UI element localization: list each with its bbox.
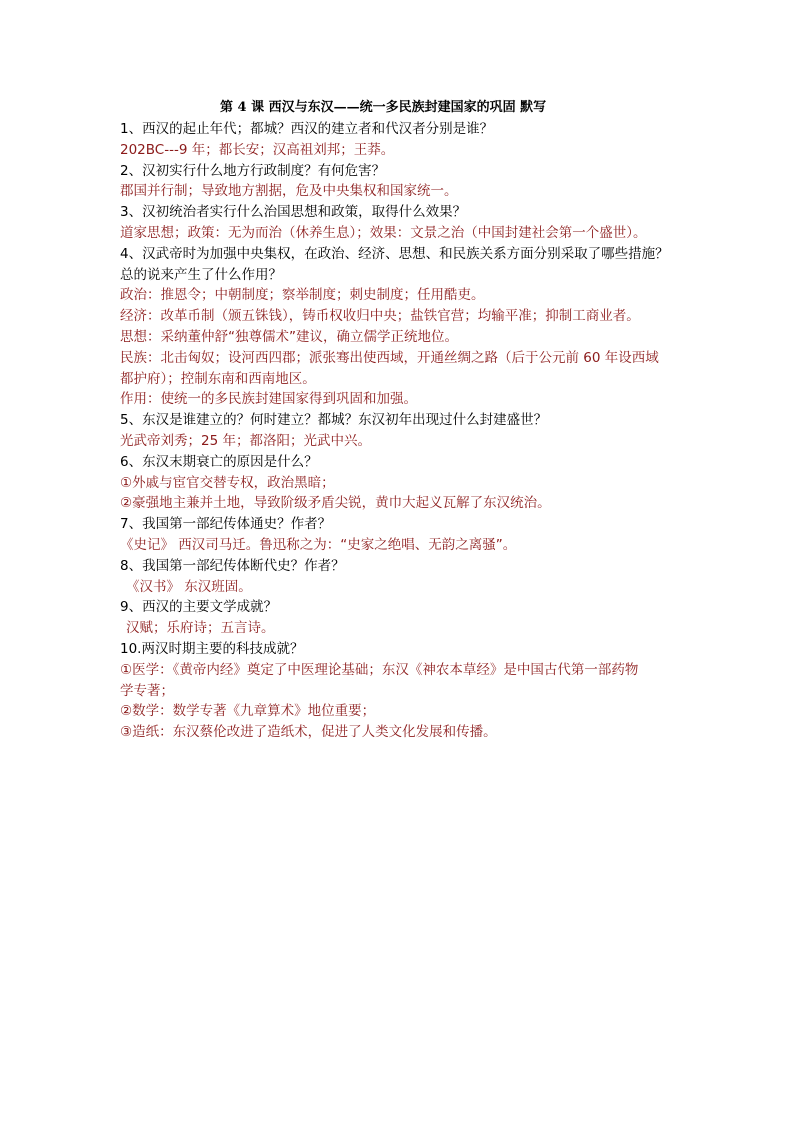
question-line: 4、汉武帝时为加强中央集权，在政治、经济、思想、和民族关系方面分别采取了哪些措施？ — [120, 245, 669, 262]
document-content — [120, 99, 695, 743]
question-line: 3、汉初统治者实行什么治国思想和政策，取得什么效果？ — [120, 204, 467, 221]
question-line: 8、我国第一部纪传体断代史？作者？ — [120, 557, 345, 574]
answer-line: 光武帝刘秀；25 年；都洛阳；光武中兴。 — [120, 432, 371, 449]
question-line: 9、西汉的主要文学成就？ — [120, 599, 278, 616]
question-line: 总的说来产生了什么作用？ — [120, 266, 282, 283]
answer-line: 思想：采纳董仲舒“独尊儒术”建议，确立儒学正统地位。 — [120, 328, 458, 345]
answer-line: ③造纸：东汉蔡伦改进了造纸术，促进了人类文化发展和传播。 — [120, 724, 497, 741]
answer-line: 202BC---9 年；都长安；汉高祖刘邦；王莽。 — [120, 141, 395, 158]
answer-line: 学专著； — [120, 682, 174, 699]
page-title: 第 4 课 西汉与东汉——统一多民族封建国家的巩固 默写 — [220, 100, 547, 115]
answer-line: 道家思想；政策：无为而治（休养生息）；效果：文景之治（中国封建社会第一个盛世）。 — [120, 224, 647, 241]
answer-line: 《汉书》 东汉班固。 — [126, 578, 252, 595]
answer-line: 政治：推恩令；中朝制度；察举制度；刺史制度；任用酷吏。 — [120, 287, 485, 304]
answer-line: 汉赋；乐府诗；五言诗。 — [126, 620, 275, 637]
answer-line: 郡国并行制；导致地方割据，危及中央集权和国家统一。 — [120, 183, 458, 200]
answer-line: ②豪强地主兼并土地，导致阶级矛盾尖锐，黄巾大起义瓦解了东汉统治。 — [120, 495, 551, 512]
answer-line: 经济：改革币制（颁五铢钱），铸币权收归中央；盐铁官营；均输平准；抑制工商业者。 — [120, 308, 640, 325]
answer-line: 《史记》 西汉司马迁。鲁迅称之为：“史家之绝唱、无韵之离骚”。 — [120, 536, 517, 553]
question-line: 1、西汉的起止年代；都城？西汉的建立者和代汉者分别是谁？ — [120, 121, 494, 137]
answer-line: 民族：北击匈奴；设河西四郡；派张骞出使西域，开通丝绸之路（后于公元前 60 年设西域 — [120, 349, 659, 366]
answer-line: ①医学：《黄帝内经》奠定了中医理论基础；东汉《神农本草经》是中国古代第一部药物 — [120, 661, 639, 678]
question-line: 5、东汉是谁建立的？何时建立？都城？东汉初年出现过什么封建盛世？ — [120, 412, 548, 429]
qa-list — [120, 119, 695, 743]
question-line: 10.两汉时期主要的科技成就？ — [120, 640, 304, 657]
answer-line: ①外戚与宦官交替专权，政治黑暗； — [120, 474, 335, 491]
answer-line: 作用：使统一的多民族封建国家得到巩固和加强。 — [120, 391, 417, 408]
question-line: 6、东汉末期衰亡的原因是什么？ — [120, 453, 318, 470]
answer-line: 都护府）；控制东南和西南地区。 — [120, 370, 316, 387]
question-line: 2、汉初实行什么地方行政制度？有何危害？ — [120, 162, 386, 179]
question-line: 7、我国第一部纪传体通史？作者？ — [120, 516, 332, 533]
answer-line: ②数学：数学专著《九章算术》地位重要； — [120, 703, 376, 720]
